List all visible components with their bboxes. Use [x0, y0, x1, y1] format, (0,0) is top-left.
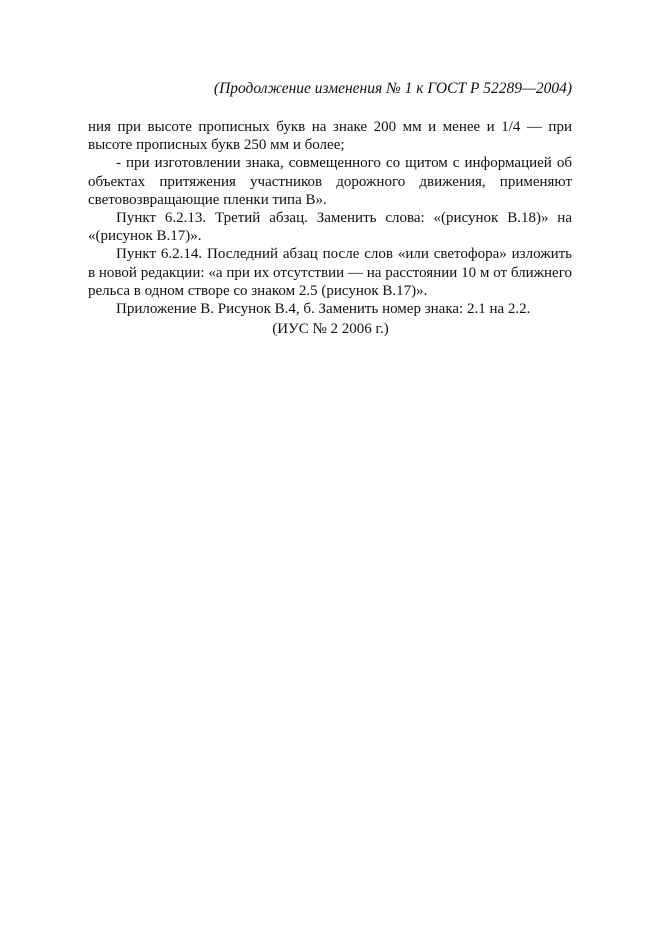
paragraph-clause-6-2-14: Пункт 6.2.14. Последний абзац после слов «или светофора» изложить в новой редакции: «а при их отсутствии — на расстоянии 10 м от ближнего рельса в одном створе со знаком 2.5 (рисунок В.17)».: [88, 246, 572, 299]
page-header-continuation-note: (Продолжение изменения № 1 к ГОСТ Р 52289—2004): [213, 80, 572, 97]
document-body: [88, 118, 572, 318]
paragraph-appendix-v: Приложение В. Рисунок В.4, б. Заменить номер знака: 2.1 на 2.2.: [116, 301, 531, 318]
source-reference: (ИУС № 2 2006 г.): [272, 321, 389, 337]
paragraph-clause-6-2-13: Пункт 6.2.13. Третий абзац. Заменить слова: «(рисунок В.18)» на «(рисунок В.17)».: [88, 210, 572, 245]
paragraph-retroreflective-film: - при изготовлении знака, совмещенного со щитом с информацией об объектах притяжения участников дорожного движения, применяют световозвращающие пленки типа В».: [88, 155, 572, 208]
paragraph-continuation: ния при высоте прописных букв на знаке 200 мм и менее и 1/4 — при высоте прописных букв 250 мм и более;: [88, 119, 572, 154]
